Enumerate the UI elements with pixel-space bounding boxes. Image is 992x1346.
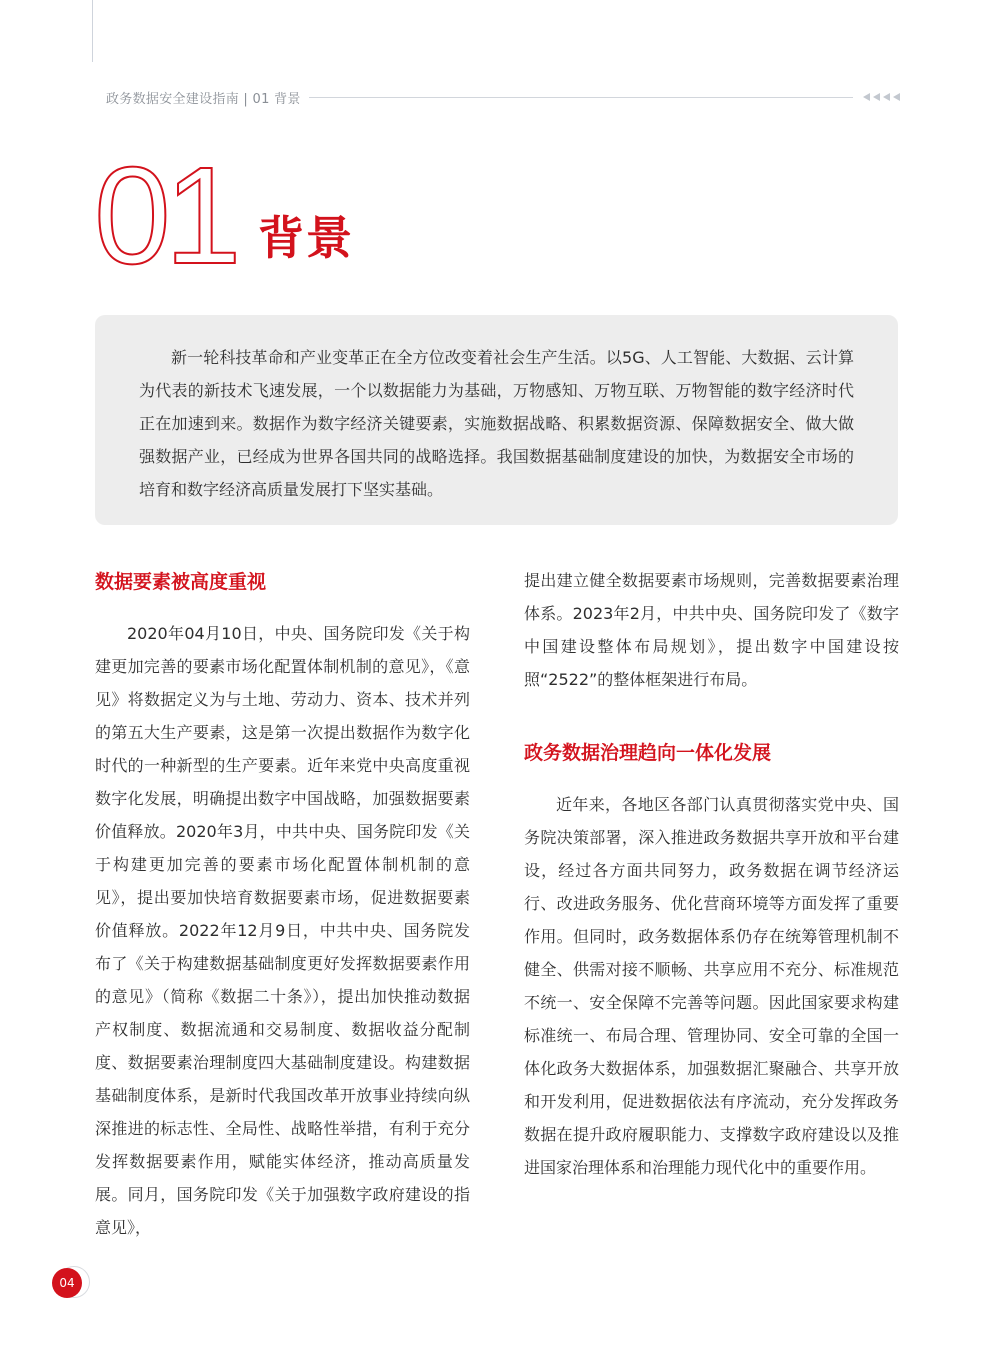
intro-paragraph: 新一轮科技革命和产业变革正在全方位改变着社会生产生活。以5G、人工智能、大数据、云计算为代表的新技术飞速发展，一个以数据能力为基础，万物感知、万物互联、万物智能的数字经济时代正在加速到来。数据作为数字经济关键要素，实施数据战略、积累数据资源、保障数据安全、做大做强数据产业，已经成为世界各国共同的战略选择。我国数据基础制度建设的加快，为数据安全市场的培育和数字经济高质量发展打下坚实基础。 (139, 348, 854, 499)
right-column (524, 564, 899, 1184)
header-divider (309, 97, 853, 98)
header-arrows-icon (863, 93, 900, 101)
section-title-data-elements: 数据要素被高度重视 (95, 571, 267, 593)
chapter-title: 背景 (258, 211, 354, 265)
top-vertical-rule (92, 0, 93, 62)
running-title: 政务数据安全建设指南 | 01 背景 (106, 91, 301, 107)
running-header (106, 86, 900, 108)
section-paragraph: 2020年04月10日，中央、国务院印发《关于构建更加完善的要素市场化配置体制机制的意见》，《意见》将数据定义为与土地、劳动力、资本、技术并列的第五大生产要素，这是第一次提出数据作为数字化时代的一种新型的生产要素。近年来党中央高度重视数字化发展，明确提出数字中国战略，加强数据要素价值释放。2020年3月，中共中央、国务院印发《关于构建更加完善的要素市场化配置体制机制的意见》，提出要加快培育数据要素市场，促进数据要素价值释放。2022年12月9日，中共中央、国务院发布了《关于构建数据基础制度更好发挥数据要素作用的意见》（简称《数据二十条》），提出加快推动数据产权制度、数据流通和交易制度、数据收益分配制度、数据要素治理制度四大基础制度建设。构建数据基础制度体系，是新时代我国改革开放事业持续向纵深推进的标志性、全局性、战略性举措，有利于充分发挥数据要素作用，赋能实体经济，推动高质量发展。同月，国务院印发《关于加强数字政府建设的指意见》， (95, 624, 470, 1237)
section-title-governance: 政务数据治理趋向一体化发展 (524, 742, 772, 764)
section-paragraph-continued: 提出建立健全数据要素市场规则，完善数据要素治理体系。2023年2月，中共中央、国务院印发了《数字中国建设整体布局规划》，提出数字中国建设按照“2522”的整体框架进行布局。 (524, 571, 899, 689)
left-column (95, 564, 470, 1244)
section-paragraph-governance: 近年来，各地区各部门认真贯彻落实党中央、国务院决策部署，深入推进政务数据共享开放和平台建设，经过各方面共同努力，政务数据在调节经济运行、改进政务服务、优化营商环境等方面发挥了重要作用。但同时，政务数据体系仍存在统筹管理机制不健全、供需对接不顺畅、共享应用不充分、标准规范不统一、安全保障不完善等问题。因此国家要求构建标准统一、布局合理、管理协同、安全可靠的全国一体化政务大数据体系，加强数据汇聚融合、共享开放和开发利用，促进数据依法有序流动，充分发挥政务数据在提升政府履职能力、支撑数字政府建设以及推进国家治理体系和治理能力现代化中的重要作用。 (524, 795, 899, 1177)
intro-box (95, 315, 898, 525)
chapter-number: 01 (94, 139, 236, 293)
page-number: 04 (52, 1268, 82, 1298)
